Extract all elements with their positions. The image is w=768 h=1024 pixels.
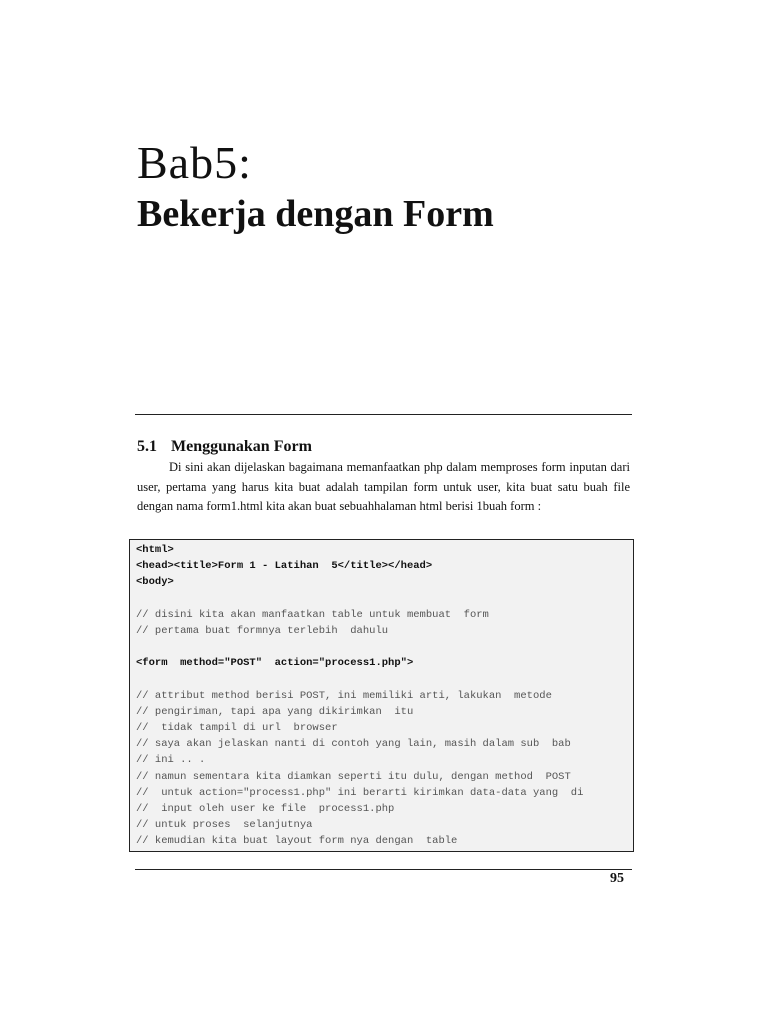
section-title: Menggunakan Form (171, 438, 312, 455)
code-line: // untuk action="process1.php" ini berarti kirimkan data-data yang di (136, 786, 584, 799)
code-line: // attribut method berisi POST, ini memiliki arti, lakukan metode (136, 689, 552, 702)
intro-paragraph-block (137, 458, 630, 517)
code-line: // untuk proses selanjutnya (136, 819, 313, 832)
code-line (136, 639, 627, 655)
code-line: <head><title>Form 1 - Latihan 5</title></head> (136, 560, 433, 573)
code-line: // ini .. . (136, 754, 206, 767)
code-line: // saya akan jelaskan nanti di contoh yang lain, masih dalam sub bab (136, 738, 571, 751)
bottom-rule (135, 869, 632, 870)
code-line: // pertama buat formnya terlebih dahulu (136, 624, 389, 637)
code-line: <form method="POST" action="process1.php"> (136, 657, 414, 670)
top-rule (135, 414, 632, 415)
intro-paragraph: Di sini akan dijelaskan bagaimana memanfaatkan php dalam memproses form inputan dari user, pertama yang harus kita buat adalah tampilan form untuk user, kita buat satu buah file dengan nama form1.html kita akan buat sebuahhalaman html berisi 1buah form : (137, 460, 630, 513)
page-number: 95 (610, 871, 624, 886)
code-line: <html> (136, 544, 174, 556)
chapter-label: Bab5: (137, 137, 252, 188)
chapter-title: Bekerja dengan Form (137, 193, 494, 235)
code-line: // disini kita akan manfaatkan table untuk membuat form (136, 608, 489, 621)
section-number: 5.1 (137, 438, 157, 455)
code-line: <body> (136, 576, 174, 589)
code-line: // tidak tampil di url browser (136, 722, 338, 735)
section-heading (137, 438, 312, 456)
code-line: // kemudian kita buat layout form nya dengan table (136, 835, 458, 848)
code-line: // input oleh user ke file process1.php (136, 803, 395, 815)
code-line: // namun sementara kita diamkan seperti itu dulu, dengan method POST (136, 770, 571, 783)
code-line (136, 672, 627, 688)
code-line (136, 591, 627, 607)
code-listing (129, 539, 634, 852)
code-line: // pengiriman, tapi apa yang dikirimkan itu (136, 705, 414, 718)
